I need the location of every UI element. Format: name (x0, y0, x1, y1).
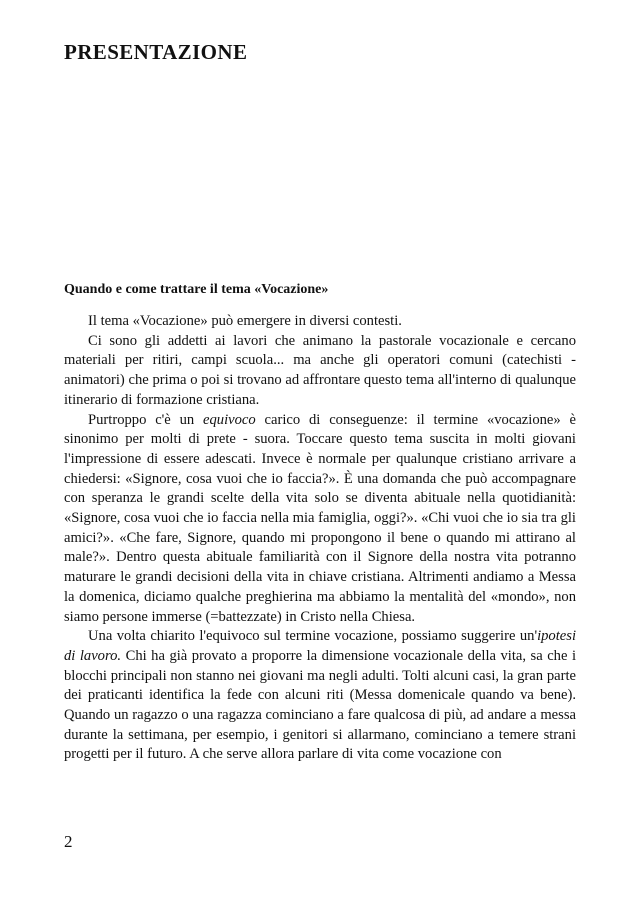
paragraph (64, 312, 576, 332)
section-heading: Quando e come trattare il tema «Vocazione» (64, 282, 329, 297)
paragraph (64, 627, 576, 765)
paragraph (64, 411, 576, 628)
text-run: carico di conseguenze: il termine «vocazione» è sinonimo per molti di prete - suora. Toccare questo tema suscita in molti giovani l'impressione di essere adescati. Invece è normale per qualunque cristiano arrivare a chiedersi: «Signore, cosa vuoi che io faccia?». È una domanda che può accompagnare con speranza le grandi scelte della vita solo se diventa abituale nella quotidianità: «Signore, cosa vuoi che io faccia nella mia famiglia, oggi?». «Chi vuoi che io sia tra gli amici?». «Che fare, Signore, quando mi propongono il bene o quando mi attirano al male?». Dentro questa abituale familiarità con il Signore della nostra vita potranno maturare le grandi decisioni della vita in chiave cristiana. Altrimenti andiamo a Messa la domenica, diciamo qualche preghierina ma abbiamo la mentalità del «mondo», non siamo persone immerse (=battezzate) in Cristo nella Chiesa. (64, 411, 576, 625)
emphasis-text: ipotesi di lavoro. (64, 628, 576, 664)
page-number: 2 (64, 832, 73, 851)
text-run: Una volta chiarito l'equivoco sul termine vocazione, possiamo suggerire un' (88, 628, 538, 645)
text-run: Il tema «Vocazione» può emergere in diversi contesti. (88, 313, 402, 329)
body-text (64, 312, 576, 765)
emphasis-text: equivoco (203, 411, 256, 428)
page-title: PRESENTAZIONE (64, 40, 248, 64)
paragraph (64, 332, 576, 411)
text-run: Purtroppo c'è un (88, 411, 204, 428)
text-run: Ci sono gli addetti ai lavori che animano la pastorale vocazionale e cercano materiali per ritiri, campi scuola... ma anche gli operatori comuni (catechisti - animatori) che prima o poi si trovano ad affrontare questo tema all'interno di qualunque itinerario di formazione cristiana. (64, 332, 576, 408)
text-run: Chi ha già provato a proporre la dimensione vocazionale della vita, sa che i blocchi principali non stanno nei giovani ma negli adulti. Tolti alcuni casi, la gran parte dei praticanti identifica la fede con alcuni riti (Messa domenicale quando va bene). Quando un ragazzo o una ragazza cominciano a fare qualcosa di più, ad andare a messa durante la settimana, per esempio, i genitori si allarmano, cominciano a temere strani progetti per il futuro. A che serve allora parlare di vita come vocazione con (64, 647, 577, 763)
